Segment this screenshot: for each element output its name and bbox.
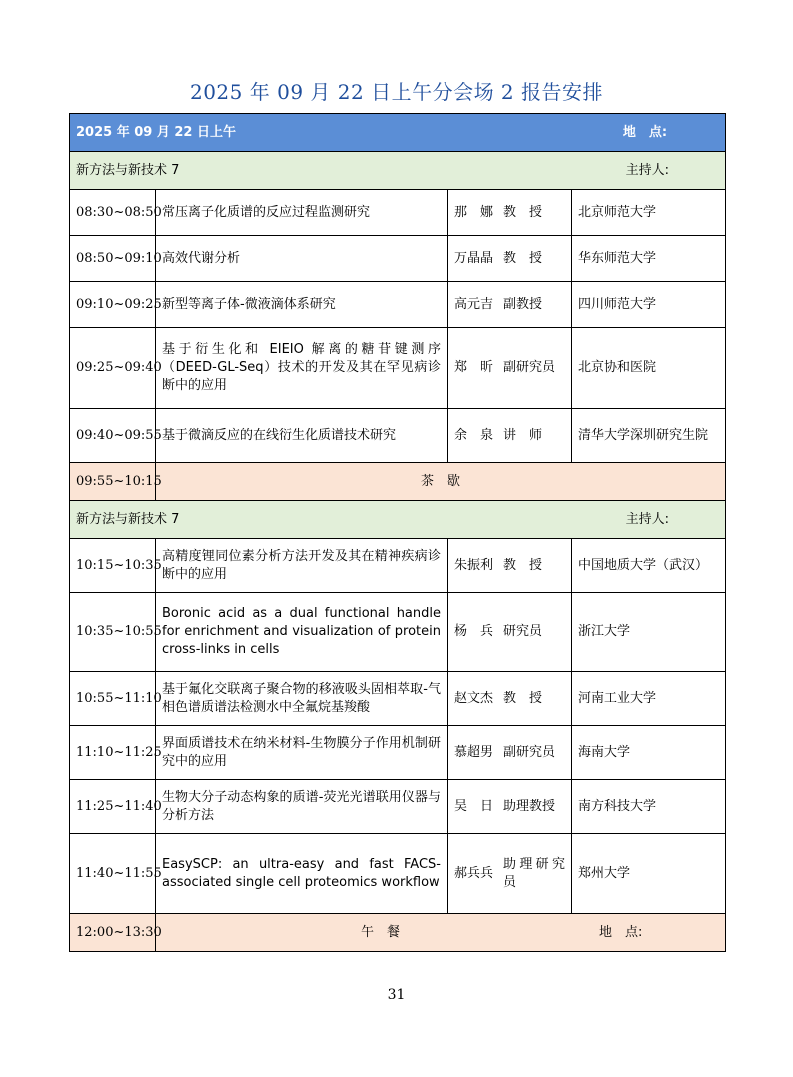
speaker-title: 副教授 [503,296,543,312]
talk-topic: 生物大分子动态构象的质谱-荧光光谱联用仪器与分析方法 [156,780,448,834]
speaker-name: 赵文杰 [454,690,494,706]
speaker-info [448,296,571,314]
time-slot: 10:35~10:55 [70,593,156,672]
talk-topic: 基于氟化交联离子聚合物的移液吸头固相萃取-气相色谱质谱法检测水中全氟烷基羧酸 [156,672,448,726]
host-label: 主持人: [625,162,670,178]
lunch-label: 午 餐 [361,924,401,940]
speaker-info [448,250,571,268]
speaker-name: 郝兵兵 [454,865,494,881]
talk-topic: 常压离子化质谱的反应过程监测研究 [156,190,448,236]
speaker-info [448,856,571,892]
speaker-org: 浙江大学 [572,593,726,672]
speaker-title: 教 授 [503,250,543,266]
speaker-cell [448,236,572,282]
speaker-cell [448,593,572,672]
talk-topic: EasySCP: an ultra-easy and fast FACS-associated single cell proteomics workflow [156,834,448,914]
speaker-name: 郑 昕 [454,360,494,375]
speaker-cell [448,539,572,593]
talk-row [70,409,726,463]
speaker-info [448,427,571,445]
lunch-row [70,914,726,952]
speaker-title: 教 授 [503,204,543,220]
speaker-cell [448,190,572,236]
speaker-cell [448,672,572,726]
talk-row [70,190,726,236]
speaker-org: 南方科技大学 [572,780,726,834]
session-row [70,152,726,190]
time-slot: 11:10~11:25 [70,726,156,780]
talk-row [70,726,726,780]
speaker-cell [448,282,572,328]
host-label: 主持人: [625,511,670,527]
speaker-org: 北京师范大学 [572,190,726,236]
speaker-title: 副研究员 [503,744,556,760]
speaker-info [448,623,571,641]
speaker-name: 杨 兵 [454,624,494,639]
speaker-name: 那 娜 [454,204,494,220]
talk-row [70,236,726,282]
speaker-name: 吴 日 [454,798,494,814]
speaker-name: 朱振利 [454,557,494,573]
speaker-info [448,744,571,762]
talk-row [70,672,726,726]
speaker-cell [448,780,572,834]
location-label: 地 点: [622,124,668,140]
speaker-org: 清华大学深圳研究生院 [572,409,726,463]
session-header [76,511,719,529]
session-title: 新方法与新技术 7 [76,162,180,178]
time-slot: 09:25~09:40 [70,328,156,409]
time-slot: 10:15~10:35 [70,539,156,593]
lunch-cell [156,914,726,952]
speaker-title: 研究员 [503,624,543,639]
talk-row [70,328,726,409]
talk-row [70,539,726,593]
talk-topic: 界面质谱技术在纳米材料-生物膜分子作用机制研究中的应用 [156,726,448,780]
page-number: 31 [387,987,406,1003]
date-label: 2025 年 09 月 22 日上午 [76,124,236,140]
speaker-info [448,690,571,708]
talk-topic: 高效代谢分析 [156,236,448,282]
speaker-org: 海南大学 [572,726,726,780]
talk-topic: 基于衍生化和 EIEIO 解离的糖苷键测序（DEED-GL-Seq）技术的开发及其在罕见病诊断中的应用 [156,328,448,409]
speaker-name: 慕超男 [454,744,494,760]
speaker-title: 助理研究员 [503,856,565,890]
speaker-name: 余 泉 [454,427,494,443]
break-row [70,463,726,501]
time-slot: 11:25~11:40 [70,780,156,834]
talk-row [70,780,726,834]
speaker-title: 教 授 [503,557,543,573]
speaker-info [448,798,571,816]
talk-topic: 高精度锂同位素分析方法开发及其在精神疾病诊断中的应用 [156,539,448,593]
speaker-title: 副研究员 [503,360,556,375]
lunch-location-label: 地 点: [599,924,643,940]
lunch-info [162,924,719,942]
speaker-info [448,359,571,377]
speaker-org: 郑州大学 [572,834,726,914]
break-label: 茶 歇 [156,463,726,501]
speaker-title: 教 授 [503,690,543,706]
time-slot: 09:40~09:55 [70,409,156,463]
session-row [70,501,726,539]
schedule-table [69,113,726,952]
speaker-info [448,557,571,575]
time-slot: 11:40~11:55 [70,834,156,914]
speaker-org: 北京协和医院 [572,328,726,409]
speaker-cell [448,834,572,914]
session-title: 新方法与新技术 7 [76,511,180,527]
time-slot: 08:30~08:50 [70,190,156,236]
speaker-title: 助理教授 [503,798,556,814]
speaker-cell [448,726,572,780]
speaker-title: 讲 师 [503,427,543,443]
speaker-cell [448,328,572,409]
speaker-org: 华东师范大学 [572,236,726,282]
speaker-org: 河南工业大学 [572,672,726,726]
speaker-info [448,204,571,222]
header-row [70,114,726,152]
speaker-cell [448,409,572,463]
speaker-org: 中国地质大学（武汉） [572,539,726,593]
speaker-org: 四川师范大学 [572,282,726,328]
talk-topic: Boronic acid as a dual functional handle for enrichment and visualization of protein cross-links in cells [156,593,448,672]
break-time: 09:55~10:15 [70,463,156,501]
page-title: 2025 年 09 月 22 日上午分会场 2 报告安排 [189,80,604,104]
talk-row [70,282,726,328]
talk-row [70,593,726,672]
time-slot: 08:50~09:10 [70,236,156,282]
speaker-name: 万晶晶 [454,250,494,266]
lunch-time: 12:00~13:30 [70,914,156,952]
talk-topic: 基于微滴反应的在线衍生化质谱技术研究 [156,409,448,463]
time-slot: 10:55~11:10 [70,672,156,726]
session-cell [70,501,726,539]
time-slot: 09:10~09:25 [70,282,156,328]
talk-row [70,834,726,914]
talk-topic: 新型等离子体-微液滴体系研究 [156,282,448,328]
speaker-name: 高元吉 [454,296,494,312]
